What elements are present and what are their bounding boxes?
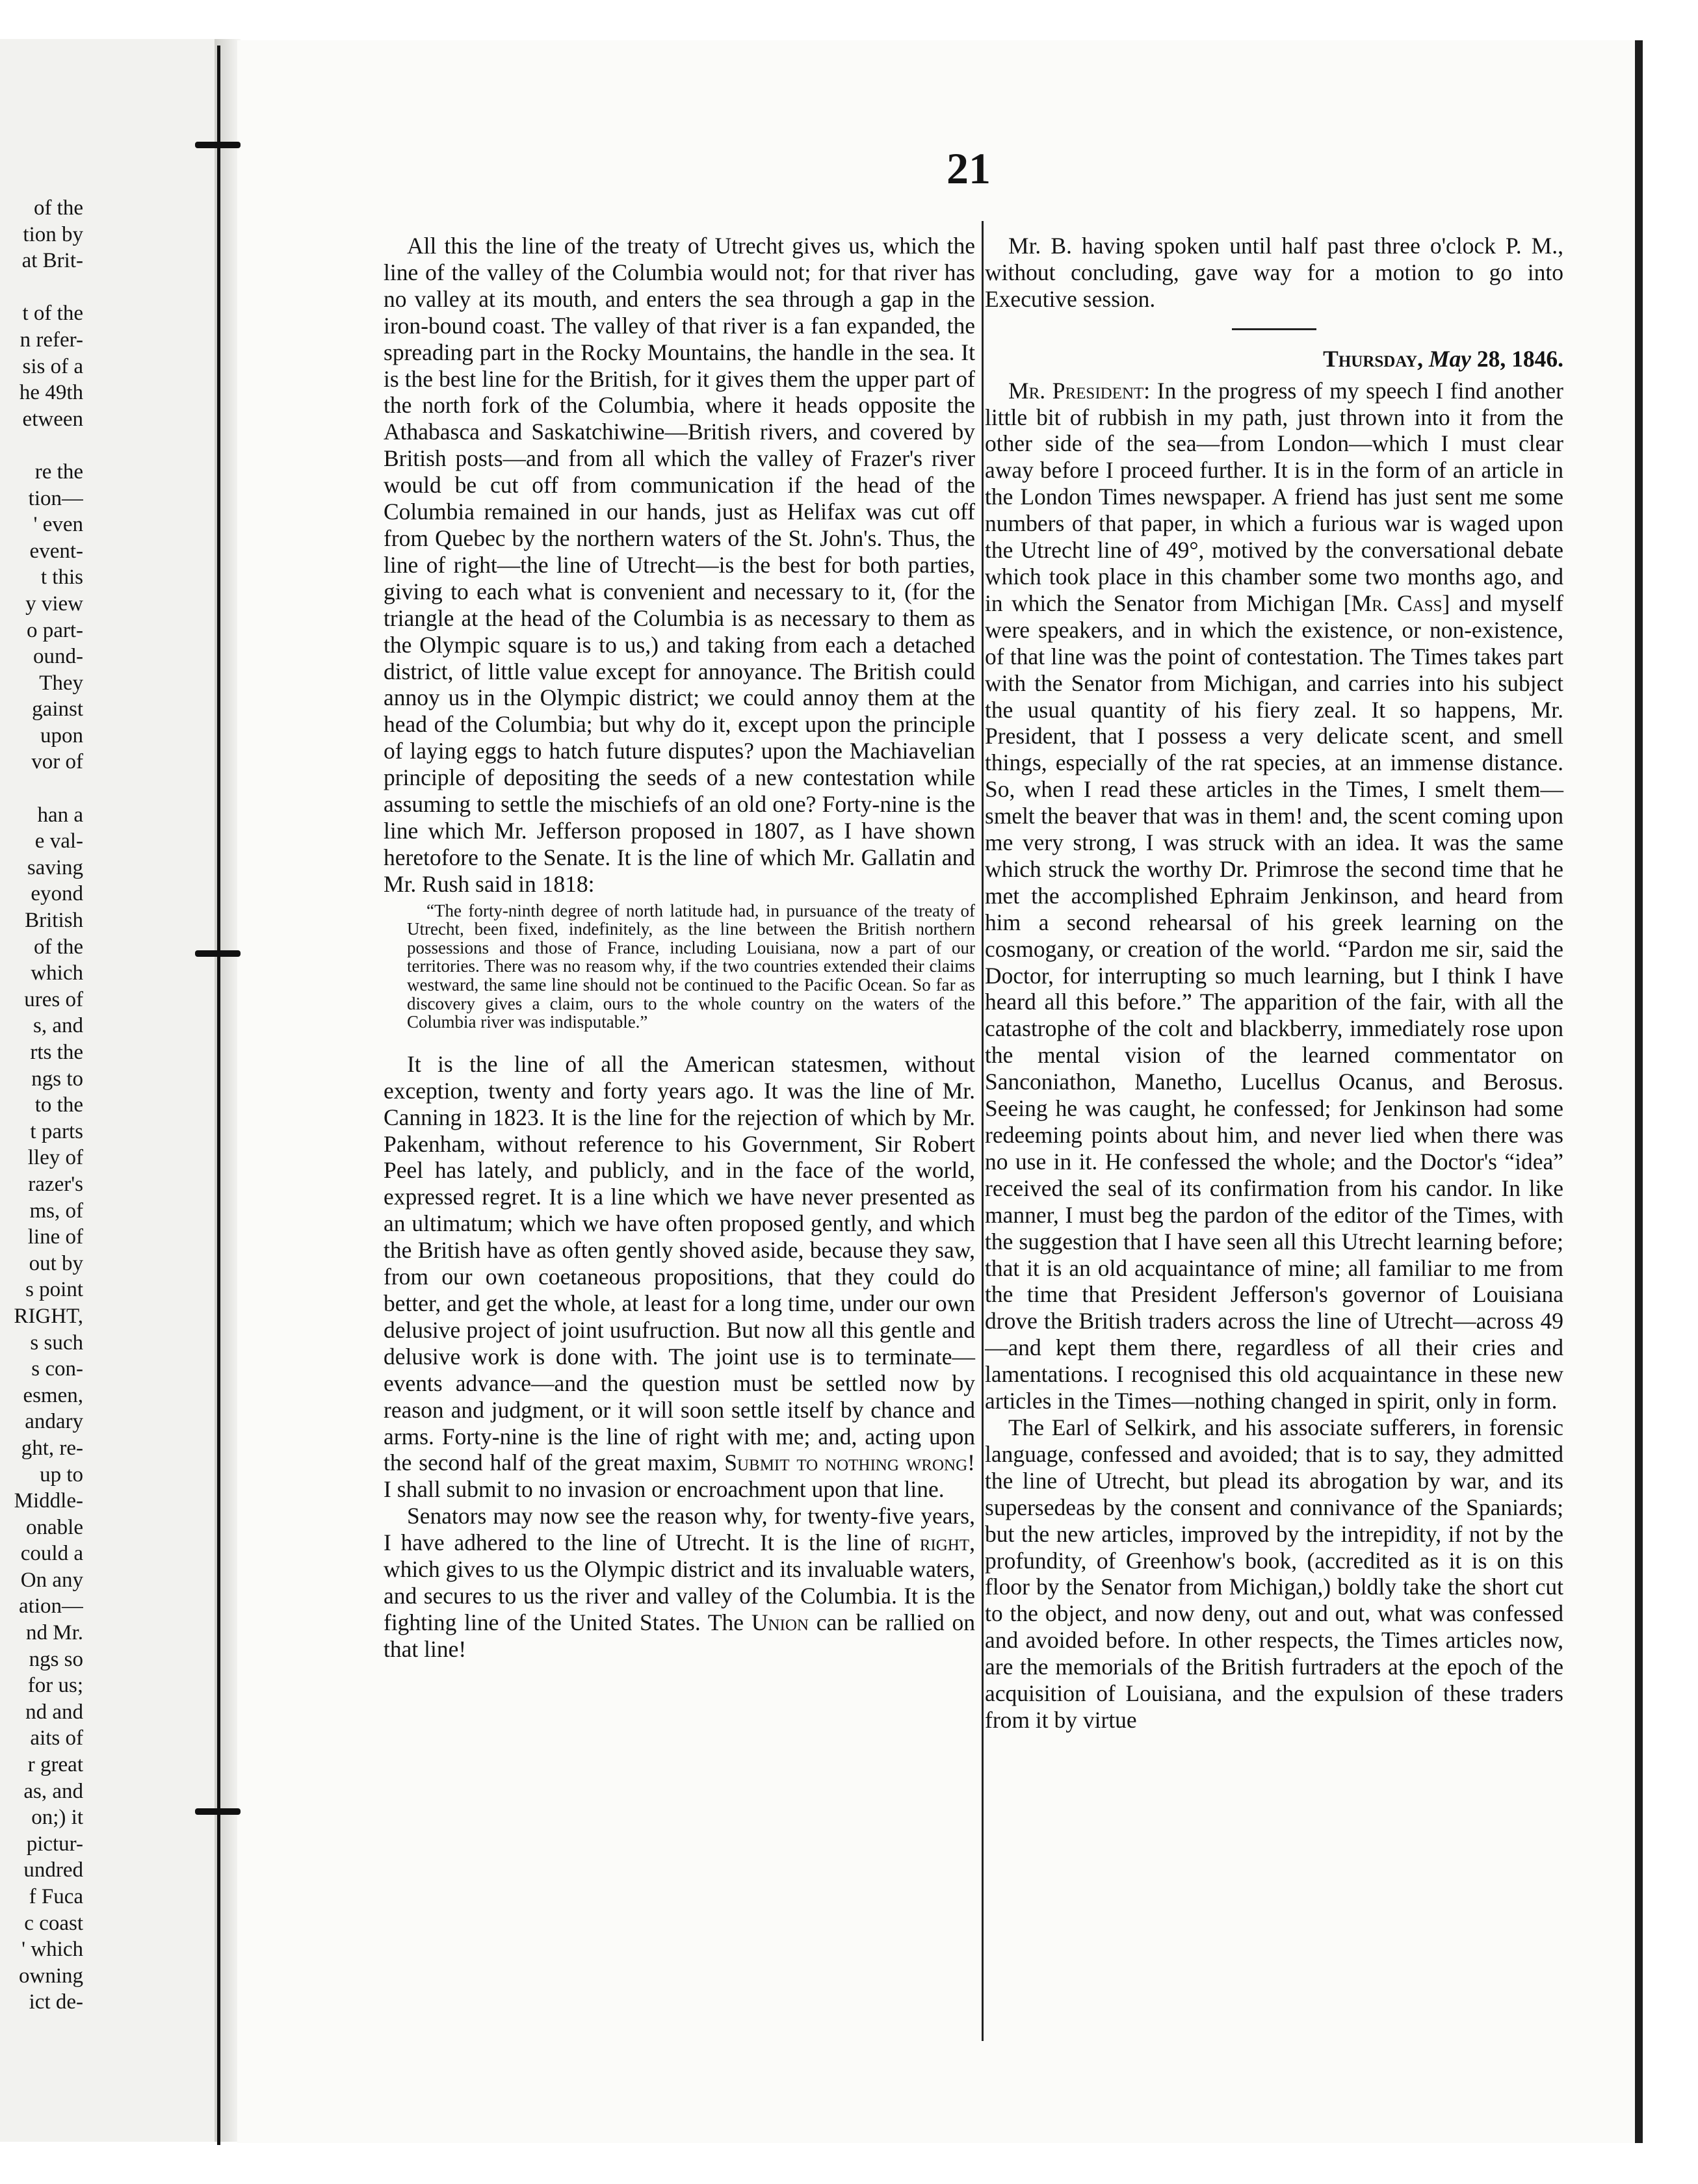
facing-page-line: nd and	[25, 1700, 83, 1724]
facing-page-line: ict de-	[29, 1990, 83, 2014]
text-run: , which gives to us the Olympic district and its invaluable waters, and secures to us the river and valley of the Columbia. It is the fighting line of the United States. The	[384, 1529, 975, 1635]
text-run: ! I shall submit to no invasion or encroachment upon that line.	[384, 1450, 975, 1503]
dateline-day: Thursday,	[1323, 345, 1424, 372]
facing-page-line: n refer-	[20, 328, 83, 352]
facing-page-line: up to	[40, 1462, 83, 1487]
facing-page-line: ngs to	[31, 1067, 83, 1091]
facing-page-line: etween	[22, 407, 83, 431]
text-run: can be rallied on that line!	[384, 1609, 975, 1662]
facing-page-line: re the	[34, 460, 83, 484]
facing-page-line: r great	[27, 1753, 83, 1777]
page-number: 21	[947, 144, 991, 193]
facing-page-line: s point	[25, 1278, 83, 1302]
emphasis-union: Union	[751, 1609, 809, 1635]
facing-page-line: y view	[25, 592, 83, 616]
paragraph	[985, 378, 1563, 1414]
block-quote: “The forty-ninth degree of north latitude had, in pursuance of the treaty of Utrecht, been fixed, indefinitely, as the line between the British northern possessions and those of France, including Louisiana, now a part of our territories. There was no reasom why, if the two countries extended their claims westward, the same line should not be continued to the Pacific Ocean. So far as discovery gives a claim, ours to the whole country on the waters of the Columbia river was indisputable.”	[407, 900, 975, 1032]
facing-page-text	[0, 195, 83, 2016]
dateline	[985, 346, 1563, 372]
facing-page-line: undred	[23, 1858, 83, 1882]
speaker-label: Mr. President:	[1008, 377, 1151, 404]
senator-name: Mr. Cass	[1351, 590, 1443, 616]
facing-page-line: aits of	[30, 1726, 83, 1750]
facing-page-line: On any	[20, 1568, 83, 1592]
right-column	[985, 233, 1563, 1734]
text-run: In the progress of my speech I find another little bit of rubbish in my path, just thrown into it from the other side of the sea—from London—which I must clear away before I proceed further. It is in the form of an article in the London Times newspaper. A friend has just sent me some numbers of that paper, in which a furious war is waged upon the Utrecht line of 49°, motived by the conversational debate which took place in this chamber some two months ago, and in which the Senator from Michigan [	[985, 377, 1563, 616]
facing-page-line: out by	[29, 1251, 83, 1275]
facing-page-line: ght, re-	[21, 1436, 83, 1460]
maxim-text: Submit to nothing wrong	[724, 1450, 968, 1476]
facing-page-line: owning	[19, 1964, 83, 1988]
facing-page-line	[0, 274, 83, 301]
facing-page-line: t this	[40, 566, 83, 590]
facing-page-line: as, and	[23, 1779, 83, 1803]
paragraph	[384, 1051, 975, 1503]
facing-page-line: eyond	[31, 882, 83, 906]
facing-page-line: saving	[27, 855, 83, 879]
facing-page-line: t of the	[22, 302, 83, 326]
binding-mark	[195, 1808, 241, 1815]
facing-page-line: upon	[40, 723, 83, 748]
facing-page-line: andary	[25, 1410, 83, 1434]
facing-page-line: pictur-	[26, 1832, 83, 1856]
facing-page-line: c coast	[24, 1911, 83, 1935]
facing-page-line: ures of	[24, 987, 83, 1011]
facing-page-line: ound-	[33, 645, 83, 669]
emphasis-right: right	[919, 1529, 970, 1556]
dateline-month: May	[1428, 345, 1471, 372]
binding-mark	[195, 950, 241, 957]
facing-page-line: Middle-	[14, 1489, 83, 1513]
facing-page-line: e val-	[34, 829, 83, 853]
facing-page-line: s, and	[33, 1014, 83, 1038]
text-run: Senators may now see the reason why, for twenty-five years, I have adhered to the line of Utrecht. It is the line of	[384, 1503, 975, 1556]
facing-page-line: onable	[26, 1515, 83, 1539]
facing-page-line: tion—	[28, 486, 83, 510]
page-edge	[1635, 40, 1643, 2143]
text-run: It is the line of all the American statesmen, without exception, twenty and forty years ago. It was the line of Mr. Canning in 1823. It is the line for the rejection of which by Mr. Pakenham, without reference to his Government, Sir Robert Peel has lately, and publicly, and in the face of the world, expressed regret. It is a line which we have never presented as an ultimatum; which we have often proposed gently, and which the British have as often gently shoved aside, because they saw, from our own coetaneous propositions, that they could do better, and get the whole, at least for a long time, under our own delusive project of joint usufruction. But now all this gentle and delusive work is done with. The joint use is to terminate—events advance—and the question must be settled now by reason and judgment, or it will soon settle itself by chance and arms. Forty-nine is the line of right with me; and, acting upon the second half of the great maxim,	[384, 1050, 975, 1476]
facing-page-line: British	[25, 909, 83, 933]
facing-page-line: gainst	[32, 697, 83, 722]
facing-page-line: han a	[37, 803, 83, 827]
binding-line	[217, 46, 220, 2145]
facing-page-line: he 49th	[19, 381, 83, 405]
facing-page-line: razer's	[28, 1172, 83, 1196]
session-note: Mr. B. having spoken until half past three o'clock P. M., without concluding, gave way for a motion to go into Executive session.	[985, 233, 1563, 312]
paragraph	[384, 1503, 975, 1662]
facing-page-line: ' even	[33, 513, 83, 537]
left-column	[384, 233, 975, 1663]
facing-page-line: could a	[20, 1542, 83, 1566]
facing-page-line: ' which	[21, 1938, 83, 1962]
binding-mark	[195, 142, 241, 148]
facing-page-line: at Brit-	[21, 249, 83, 273]
facing-page-line	[0, 432, 83, 459]
facing-page-line: line of	[27, 1225, 83, 1249]
facing-page-line: event-	[29, 539, 83, 563]
facing-page-line: f Fuca	[29, 1885, 83, 1908]
facing-page-line: sis of a	[22, 354, 83, 378]
facing-page-line: o part-	[26, 618, 83, 642]
facing-page-line: rts the	[30, 1041, 83, 1064]
facing-page-line: which	[31, 961, 83, 985]
facing-page-line: s such	[30, 1331, 83, 1355]
dateline-year: 28, 1846.	[1476, 345, 1563, 372]
facing-page-line: RIGHT,	[14, 1304, 83, 1328]
facing-page-line: on;) it	[31, 1806, 83, 1830]
facing-page-line: for us;	[27, 1674, 83, 1698]
paragraph: All this the line of the treaty of Utrecht gives us, which the line of the valley of the Columbia would not; for that river has no valley at its mouth, and enters the sea through a gap in the iron-bound coast. The valley of that river is a fan expanded, the spreading part in the Rocky Mountains, the handle in the sea. It is the best line for the British, for it gives them the upper part of the north fork of the Columbia, where it heads opposite the Athabasca and Saskatchiwine—British rivers, and covered by British posts—and from all which the valley of Frazer's river would be cut off from communication if the head of the Columbia remained in our hands, just as Helifax was cut off from Quebec by the northern waters of the St. John's. Thus, the line of right—the line of Utrecht—is the best for both parties, giving to each what is convenient and necessary to it, (for the triangle at the head of the Columbia is as necessary to them as the Olympic square is to us,) and taking from each a detached district, of little value except for annoyance. The British could annoy us in the Olympic district; we could annoy them at the head of the Columbia; but why do it, except upon the principle of laying eggs to hatch future disputes? upon the Machiavelian principle of depositing the seeds of a new contestation while assuming to settle the mischiefs of an old one? Forty-nine is the line which Mr. Jefferson proposed in 1807, as I have shown heretofore to the Senate. It is the line of which Mr. Gallatin and Mr. Rush said in 1818:	[384, 233, 975, 897]
column-rule	[982, 221, 984, 2041]
facing-page-line: of the	[33, 196, 83, 220]
facing-page-line: ms, of	[29, 1199, 83, 1223]
facing-page-line: They	[39, 671, 83, 695]
facing-page-line	[0, 775, 83, 802]
facing-page-line: s con-	[31, 1357, 83, 1381]
paragraph: The Earl of Selkirk, and his associate sufferers, in forensic language, confessed and avoided; that is to say, they admitted the line of Utrecht, but plead its abrogation by war, and its supersedeas by the consent and connivance of the Spaniards; but the new articles, improved by the intrepidity, if not by the profundity, of Greenhow's book, (accredited as it is on this floor by the Senator from Michigan,) boldly take the short cut to the object, and now deny, out and out, what was confessed and avoided before. In other respects, the Times articles now, are the memorials of the British furtraders at the epoch of the acquisition of Louisiana, and the expulsion of these traders from it by virtue	[985, 1414, 1563, 1733]
text-run: ] and myself were speakers, and in which the existence, or non-existence, of that line was the point of contestation. The Times takes part with the Senator from Michigan, and carries into his subject the usual quantity of his fiery zeal. It so happens, Mr. President, that I possess a very delicate scent, and smell things, especially of the rat species, at an immense distance. So, when I read these articles in the Times, I smelt them—smelt the beaver that was in them! and, the scent coming upon me very strong, I was struck with an idea. It was the same which struck the worthy Dr. Primrose the second time that he met the accomplished Ephraim Jenkinson, and heard from him a second rehearsal of his greek learning on the cosmogany, or creation of the world. “Pardon me sir, said the Doctor, for interrupting so much learning, but I think I have heard all this before.” The apparition of the fair, with all the catastrophe of the colt and blackberry, immediately rose upon the mental vision of the learned commentator on Sanconiathon, Manetho, Lucellus Ocanus, and Berosus. Seeing he was caught, he confessed; for Jenkinson had some redeeming points about him, and never lied when there was no use in it. He confessed the whole; and the Doctor's “idea” received the seal of its confirmation from his candor. In like manner, I must beg the pardon of the editor of the Times, with the suggestion that I have seen all this Utrecht learning before; that it is an old acquaintance of mine; all familiar to me from the time that President Jefferson's governor of Louisiana drove the British traders across the line of Utrecht—across 49—and kept them there, regardless of all their cries and lamentations. I recognised this old acquaintance in these new articles in the Times—nothing changed in spirit, only in form.	[985, 590, 1564, 1414]
facing-page-line: esmen,	[23, 1383, 83, 1407]
facing-page-line: vor of	[31, 750, 83, 774]
section-rule	[1232, 328, 1316, 330]
facing-page-line: nd Mr.	[25, 1621, 83, 1645]
facing-page-line: t parts	[30, 1119, 83, 1143]
facing-page-line: of the	[33, 935, 83, 959]
facing-page-line: tion by	[23, 222, 83, 246]
facing-page-line: lley of	[27, 1146, 83, 1170]
facing-page-line: ngs so	[29, 1647, 83, 1671]
facing-page-line: to the	[34, 1093, 83, 1117]
facing-page-line: ation—	[19, 1594, 83, 1618]
